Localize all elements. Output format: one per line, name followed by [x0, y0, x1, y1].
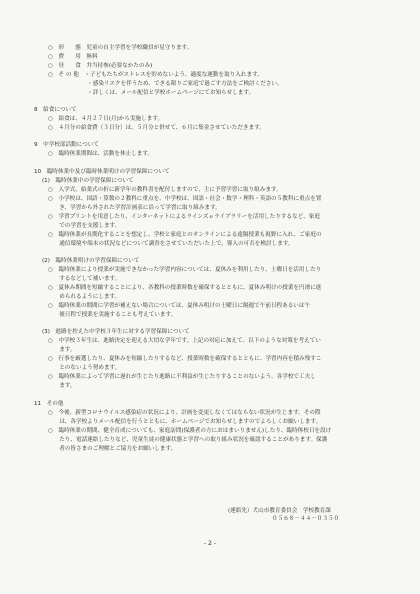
text-line: たり、電話連絡したりなど、児童生徒の健康状態と学習への取り組み状況を確認することがあります。保護 — [48, 437, 328, 443]
text-line: ます。 — [48, 383, 76, 389]
text-line: き、学習から外された学習計画表に沿って学習に取り組みます。 — [48, 205, 221, 211]
text-line: (3) 進路を控えた中学校３年生に対する学習保障について — [42, 329, 190, 335]
text-line: ○ 臨時休業の期間に学習が補えない場合については、夏休み明けの土曜日に隔週で午前日程あるいは午 — [48, 303, 311, 309]
text-line: ○ 形 態 児童の自主学習を学校職員が見守ります。 — [48, 45, 193, 51]
text-line: ○ 費 用 無料 — [48, 54, 98, 60]
text-line: ○ 臨時休業が長期化することを想定し、学校と家庭とのオンラインによる遠隔授業も視野に入れ、ご家庭の — [48, 232, 322, 238]
text-line: ○ 小学校は、国語・算数の２教科に重点を、中学校は、国語・社会・数学・理科・英語の５教科に重点を置 — [48, 196, 322, 202]
text-line: ・感染リスクを伴うため、できる限りご家庭で過ごす方法をご検討ください。 — [48, 81, 283, 87]
text-line: (2) 臨時休業明けの学習保障について — [42, 258, 140, 264]
text-line: 9 中学校部活動について — [34, 142, 99, 148]
text-line: での学習を支援します。 — [48, 223, 121, 229]
text-line: ○ 臨時休業により授業が実施できなかった学習内容については、夏休みを利用したり、土曜日を活用したり — [48, 267, 322, 273]
text-line: ○ ４月分の給食費（３日分）は、５月分と併せて、６月に集金させていただきます。 — [48, 125, 265, 131]
text-line: ○ 入学式、始業式の折に新学年の教科書を配付しますので、主に予習学習に取り組みます。 — [48, 187, 282, 193]
text-line: ○ そ の 他 ・子どもたちがストレスを貯めないよう、適度な運動を取り入れます。 — [48, 72, 263, 78]
text-line: (1) 臨時休業中の学習保障について — [42, 178, 134, 184]
text-line: ○ 臨時休業によって学習に遅れが生じたり進路に不利益が生じたりすることのないよう、各学校で工夫し — [48, 374, 316, 380]
footer-contact: (連絡先）犬山市教育委員会 学校教育課 — [228, 508, 331, 514]
text-line: ○ 今後、新型コロナウイルス感染症の状況により、計画を変更しなくてはならない状況が生じます。その際 — [48, 410, 321, 416]
text-line: ○ 昼 食 弁当持参(必要なかたのみ) — [48, 63, 153, 69]
text-line: 10 臨時休業中及び臨時休業明けの学習保障について — [34, 169, 170, 175]
text-line: ○ 臨時休業の期間、健全育成についても、家庭訪問(保護者の方におはまいりません)したり、臨時休校日を設け — [48, 428, 332, 434]
text-line: とのないよう努めます。 — [48, 365, 121, 371]
text-line: ・詳しくは、メール配信と学校ホームページにてお知らせします。 — [48, 90, 255, 96]
text-line: ○ 給食は、４月２７日(月)から実施します。 — [48, 116, 164, 122]
text-line: ○ 学習プリントを用意したり、インターネットによるラインズｅライブラリーを活用したりするなど、家庭 — [48, 214, 320, 220]
text-line: ○ 臨時休業期間は、活動を休止します。 — [48, 151, 154, 157]
text-line: 者の皆さまのご理解とご協力をお願いします。 — [48, 446, 177, 452]
footer-phone: ０５６８－４４－０３５０ — [272, 516, 340, 522]
text-line: するなどして補います。 — [48, 276, 121, 282]
text-line: ます。 — [48, 347, 76, 353]
text-line: ○ 夏休み期間を短縮することにより、各教科の授業時数を確保するとともに、夏休み明けの授業を円滑に進 — [48, 285, 322, 291]
text-line: 後日程で授業を実施することも考えています。 — [48, 312, 177, 318]
text-line: 11 その他 — [34, 401, 64, 407]
text-line: められるようにします。 — [48, 294, 121, 300]
text-line: 通信環境や端末の状況などについて調査をさせていただいた上で、導入の可否を検討します。 — [48, 241, 294, 247]
text-line: ○ 行事を厳選したり、夏休みを短縮したりするなど、授業時数を確保するとともに、学習内容を積み残すこ — [48, 356, 322, 362]
text-line: は、各学校よりメール配信を行うとともに、ホームページでお知らせしますのでよろしくお願いします。 — [48, 419, 322, 425]
text-line: 8 給食について — [34, 107, 77, 113]
page-number: - 2 - — [204, 540, 216, 547]
text-line: ○ 中学校３年生は、進路決定を迎える大切な学年です。上記の対応に加えて、以下のような対策を考えてい — [48, 338, 321, 344]
